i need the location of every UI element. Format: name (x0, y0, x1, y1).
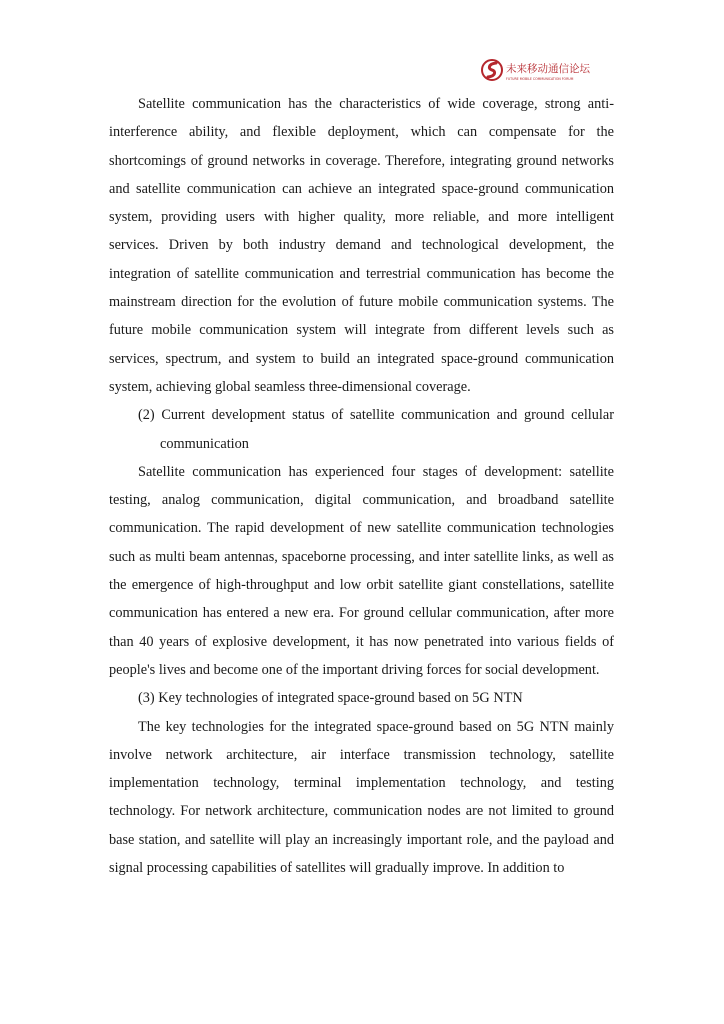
section-heading-2: (2) Current development status of satellite communication and ground cellular communication (138, 407, 614, 452)
section-heading-3: (3) Key technologies of integrated space-ground based on 5G NTN (138, 690, 523, 707)
paragraph-key-technologies: The key technologies for the integrated space-ground based on 5G NTN mainly involve network architecture, air interface transmission technology, satellite implementation technology, terminal implementation technology, and testing technology. For network architecture, communication nodes are not limited to ground base station, and satellite will play an increasingly important role, and the payload and signal processing capabilities of satellites will gradually improve. In addition to (109, 718, 614, 877)
document-body (109, 90, 614, 882)
forum-logo (480, 58, 610, 84)
paragraph-development-status: Satellite communication has experienced four stages of development: satellite testing, analog communication, digital communication, and broadband satellite communication. The rapid development of new satellite communication technologies such as multi beam antennas, spaceborne processing, and inter satellite links, as well as the emergence of high-throughput and low orbit satellite giant constellations, satellite communication has entered a new era. For ground cellular communication, after more than 40 years of explosive development, it has now penetrated into various fields of people's lives and become one of the important driving forces for social development. (109, 463, 614, 678)
logo-name-cn: 未来移动通信论坛 (506, 63, 590, 75)
paragraph-satellite-characteristics: Satellite communication has the characteristics of wide coverage, strong anti-interference ability, and flexible deployment, which can compensate for the shortcomings of ground networks in coverage. Therefore, integrating ground networks and satellite communication can achieve an integrated space-ground communication system, providing users with higher quality, more reliable, and more intelligent services. Driven by both industry demand and technological development, the integration of satellite communication and terrestrial communication has become the mainstream direction for the evolution of future mobile communication systems. The future mobile communication system will integrate from different levels such as services, spectrum, and system to build an integrated space-ground communication system, achieving global seamless three-dimensional coverage. (109, 96, 614, 395)
logo-name-en: FUTURE MOBILE COMMUNICATION FORUM (506, 77, 574, 81)
forum-logo-icon (480, 58, 610, 84)
